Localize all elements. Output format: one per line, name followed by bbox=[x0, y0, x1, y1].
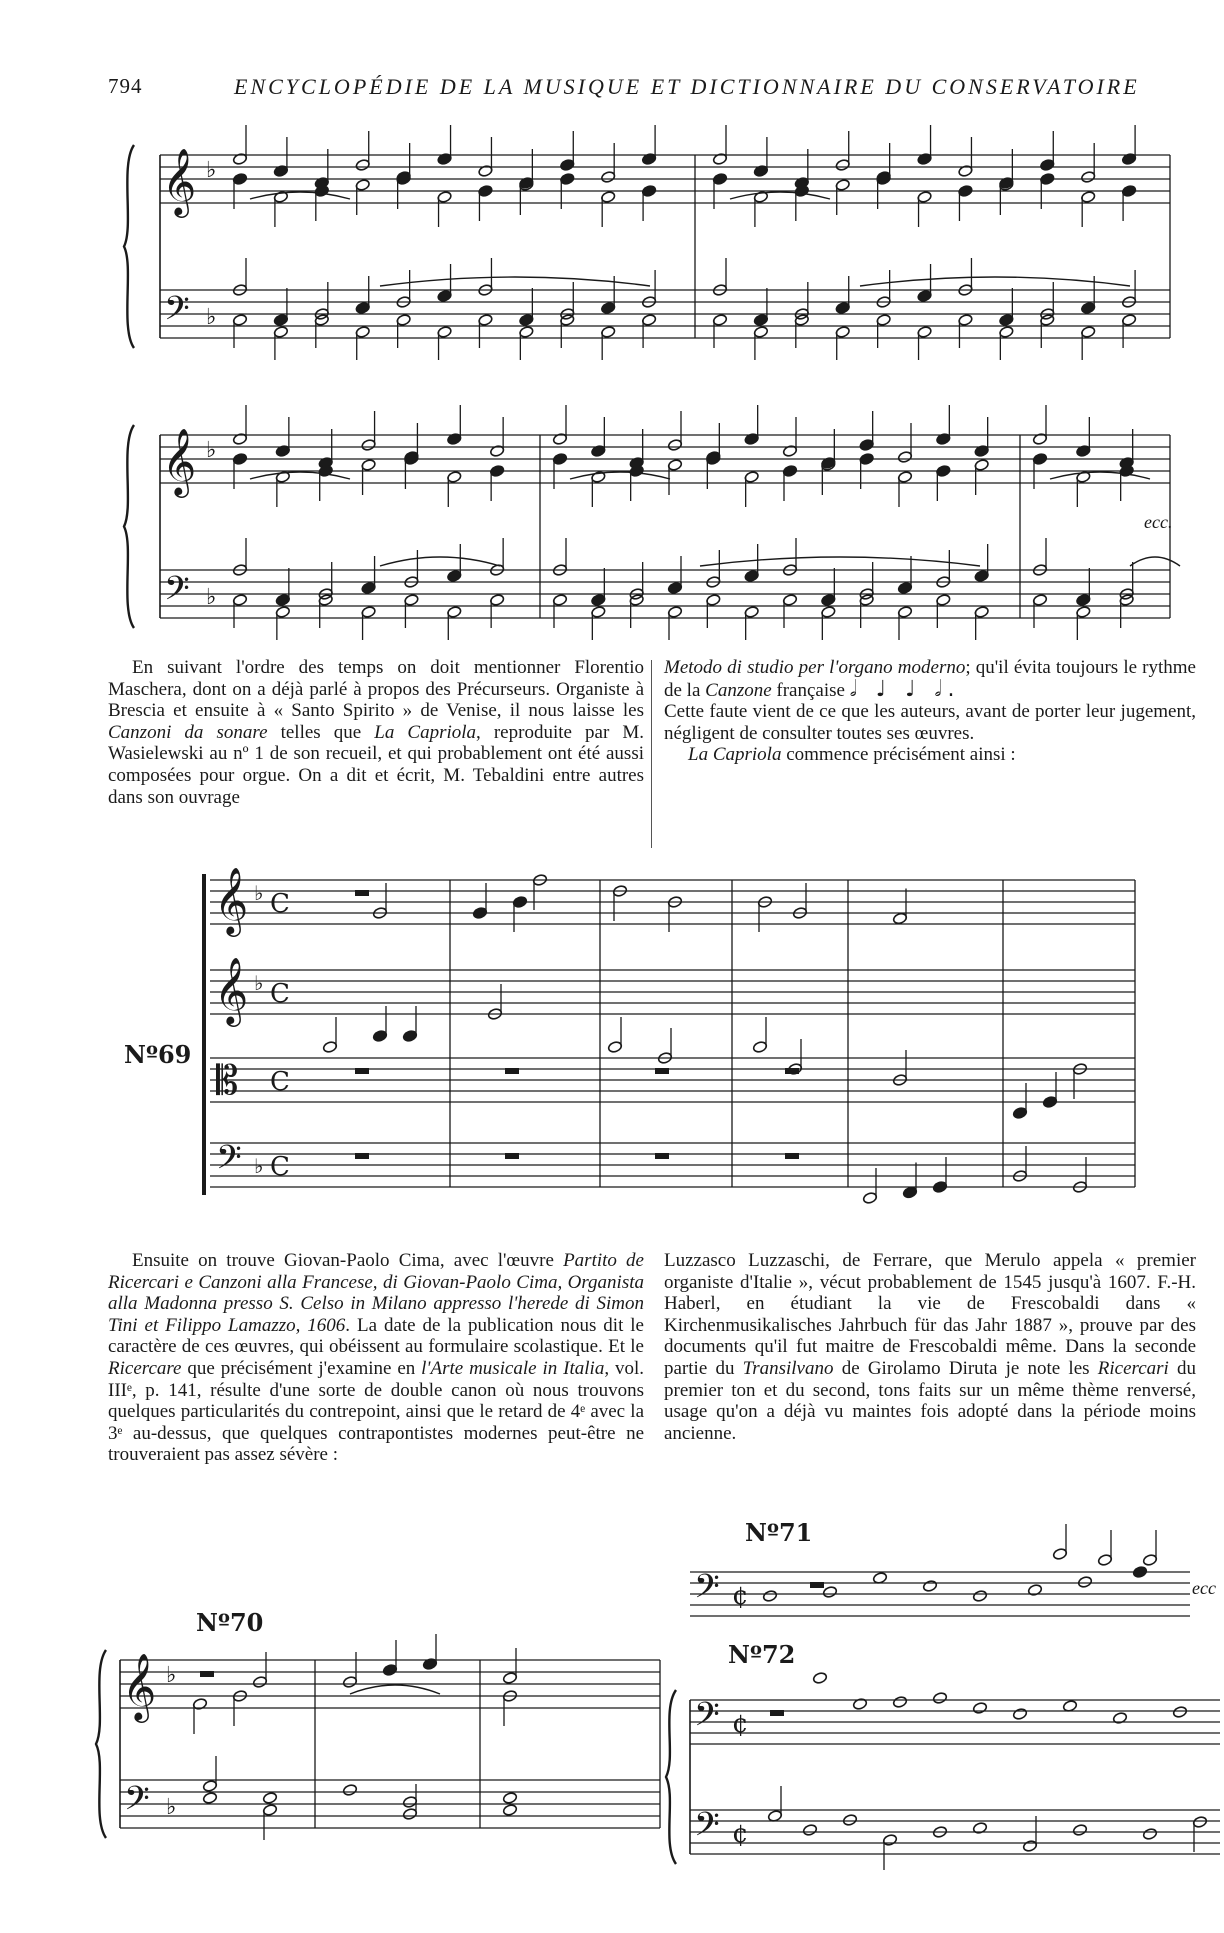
notehead bbox=[822, 1586, 837, 1599]
score-top-ecc: ecc. bbox=[1144, 512, 1173, 532]
time-signature: C bbox=[270, 979, 290, 1009]
time-signature: C bbox=[270, 1067, 290, 1097]
example-72-label: Nº72 bbox=[728, 1640, 796, 1669]
slur bbox=[380, 557, 500, 566]
notehead bbox=[922, 1580, 937, 1593]
example-70-score bbox=[110, 1640, 670, 1925]
notehead bbox=[1172, 1706, 1187, 1719]
notehead bbox=[202, 1792, 217, 1805]
example-70-label: Nº70 bbox=[196, 1608, 264, 1637]
flat-icon: ♭ bbox=[206, 158, 217, 183]
rest bbox=[505, 1068, 519, 1074]
rest bbox=[770, 1710, 784, 1716]
rest bbox=[785, 1068, 799, 1074]
example-71-score bbox=[680, 1520, 1200, 1630]
slur bbox=[700, 557, 980, 566]
rhythm-notes-icon: 𝅗𝅥 ♩ ♩ 𝅗𝅥. bbox=[849, 676, 961, 702]
rest bbox=[655, 1153, 669, 1159]
flat-icon: ♭ bbox=[254, 881, 264, 905]
notehead bbox=[932, 1692, 947, 1705]
bass-clef-icon: 𝄢 bbox=[694, 1806, 720, 1852]
bass-clef-icon: 𝄢 bbox=[124, 1780, 150, 1826]
running-title: ENCYCLOPÉDIE DE LA MUSIQUE ET DICTIONNAIRE DU CONSERVATOIRE bbox=[234, 74, 1140, 99]
c-clef-icon: 𝄡 bbox=[216, 1058, 239, 1104]
flat-icon: ♭ bbox=[206, 585, 217, 610]
flat-icon: ♭ bbox=[254, 1154, 264, 1178]
flat-icon: ♭ bbox=[166, 1795, 177, 1820]
rest bbox=[355, 890, 369, 896]
page-header bbox=[108, 74, 1140, 104]
bass-clef-icon: 𝄢 bbox=[694, 1568, 720, 1614]
rest bbox=[785, 1153, 799, 1159]
treble-clef-icon: 𝄞 bbox=[162, 147, 197, 215]
treble-clef-icon: 𝄞 bbox=[214, 956, 249, 1024]
example-69-label: Nº69 bbox=[124, 1040, 192, 1069]
bass-clef-icon: 𝄢 bbox=[216, 1139, 242, 1185]
bass-clef-icon: 𝄢 bbox=[694, 1696, 720, 1742]
column-divider bbox=[651, 660, 652, 848]
flat-icon: ♭ bbox=[254, 971, 264, 995]
notehead bbox=[1012, 1708, 1027, 1721]
treble-clef-icon: 𝄞 bbox=[122, 1652, 157, 1720]
example-69-score bbox=[210, 858, 1140, 1238]
slur bbox=[350, 1685, 440, 1694]
notehead bbox=[502, 1792, 517, 1805]
notehead bbox=[262, 1792, 277, 1805]
notehead bbox=[812, 1672, 827, 1685]
page-number: 794 bbox=[108, 74, 143, 98]
notehead bbox=[762, 1590, 777, 1603]
rest bbox=[200, 1671, 214, 1677]
system-1 bbox=[124, 125, 1180, 640]
notehead bbox=[1132, 1566, 1147, 1579]
col1-paragraph-cima: Ensuite on trouve Giovan-Paolo Cima, avec l'œuvre Partito de Ricercari e Canzoni alla Francese, di Giovan-Paolo Cima, Organista alla Madonna presso S. Celso in Milano appresso l'herede di Simon Tini et Filippo Lamazzo, 1606. La date de la publication nous dit le caractère de ces œuvres, qui obéissent au formulaire scolastique. Et le Ricercare que précisément j'examine en l'Arte musicale in Italia, vol. IIIᵉ, p. 141, résulte d'une sorte de double canon où nous trouvons quelques particularités du contrepoint, ainsi que le retard de 4ᵉ avec la 3ᵉ au-dessus, que quelques contrapontistes modernes peut-être ne trouveraient pas assez sévère : bbox=[108, 1250, 644, 1466]
time-signature: C bbox=[270, 1152, 290, 1182]
notehead bbox=[842, 1814, 857, 1827]
time-signature: ¢ bbox=[732, 1581, 749, 1611]
col1-paragraph-maschera: En suivant l'ordre des temps on doit mentionner Florentio Maschera, dont on a déjà parlé à propos des Précurseurs. Organiste à Brescia et ensuite à « Santo Spirito » de Venise, il nous laisse les Canzoni da sonare telles que La Capriola, reproduite par M. Wasielewski au nº 1 de son recueil, et qui probablement ont été aussi composées pour orgue. On a dit et écrit, M. Tebaldini entre autres dans son ouvrage bbox=[108, 657, 644, 808]
notehead bbox=[892, 1696, 907, 1709]
brace bbox=[96, 1650, 106, 1838]
slur bbox=[250, 472, 350, 479]
score-top bbox=[120, 125, 1190, 620]
col2-paragraph-metodo: Metodo di studio per l'organo moderno; qu'il évita toujours le rythme de la Canzone française 𝅗𝅥 ♩ ♩ 𝅗𝅥. Cette faute vient de ce que les auteurs, avant de porter leur jugement, négligent de consulter toutes ses œuvres. La Capriola commence précisément ainsi : bbox=[664, 657, 1196, 766]
time-signature: C bbox=[270, 889, 290, 919]
flat-icon: ♭ bbox=[166, 1663, 177, 1688]
brace bbox=[124, 145, 134, 348]
rest bbox=[355, 1068, 369, 1074]
example-71-ecc: ecc bbox=[1192, 1578, 1216, 1598]
rest bbox=[655, 1068, 669, 1074]
notehead bbox=[1142, 1828, 1157, 1841]
rest bbox=[810, 1582, 824, 1588]
notehead bbox=[1077, 1576, 1092, 1589]
slur bbox=[570, 472, 670, 479]
slur bbox=[730, 192, 830, 199]
slur bbox=[1050, 472, 1150, 479]
flat-icon: ♭ bbox=[206, 438, 217, 463]
notehead bbox=[802, 1824, 817, 1837]
bass-clef-icon: 𝄢 bbox=[164, 290, 190, 336]
notehead bbox=[972, 1702, 987, 1715]
slur bbox=[1130, 557, 1180, 566]
bass-clef-icon: 𝄢 bbox=[164, 570, 190, 616]
flat-icon: ♭ bbox=[206, 305, 217, 330]
slur bbox=[860, 277, 1130, 286]
rest bbox=[355, 1153, 369, 1159]
notehead bbox=[342, 1784, 357, 1797]
slur bbox=[380, 277, 650, 286]
rest bbox=[505, 1153, 519, 1159]
notehead bbox=[502, 1804, 517, 1817]
treble-clef-icon: 𝄞 bbox=[214, 866, 249, 934]
col2-paragraph-luzzaschi: Luzzasco Luzzaschi, de Ferrare, que Merulo appela « premier organiste d'Italie », vécut probablement de 1545 jusqu'à 1607. F.-H. Haberl, en étudiant la vie de Frescobaldi dans « Kirchenmusikalisches Jahrbuch für das Jahr 1887 », prouve par des documents qu'il fut maitre de Frescobaldi même. Dans la seconde partie du Transilvano de Girolamo Diruta je note les Ricercari du premier ton et du second, tons faits sur un même thème renversé, usage qu'on a déjà vu maintes fois adopté dans la période moins ancienne. bbox=[664, 1250, 1197, 1444]
example-71-label: Nº71 bbox=[745, 1518, 813, 1547]
brace bbox=[124, 425, 134, 628]
notehead bbox=[972, 1590, 987, 1603]
example-72-score bbox=[680, 1660, 1224, 1925]
slur bbox=[250, 192, 350, 199]
time-signature: ¢ bbox=[732, 1819, 749, 1849]
notehead bbox=[1072, 1824, 1087, 1837]
time-signature: ¢ bbox=[732, 1709, 749, 1739]
treble-clef-icon: 𝄞 bbox=[162, 427, 197, 495]
